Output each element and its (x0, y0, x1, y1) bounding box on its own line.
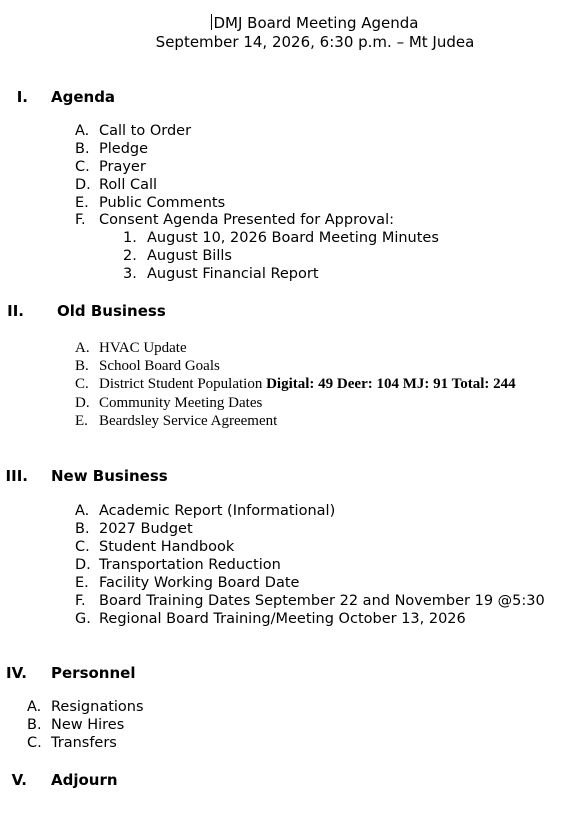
list-item: B. New Hires (27, 717, 125, 733)
section-title: Personnel (51, 664, 136, 682)
list-item: D. Transportation Reduction (75, 557, 281, 573)
agenda-title: DMJ Board Meeting Agenda (213, 14, 419, 32)
list-item: A. Resignations (27, 699, 144, 715)
list-item: B. Pledge (75, 141, 149, 157)
list-item: E. Beardsley Service Agreement (75, 413, 278, 429)
list-item: D. Roll Call (75, 177, 158, 193)
section-title: Adjourn (51, 771, 118, 789)
section-title: New Business (51, 467, 168, 485)
sub-list-item: 2. August Bills (123, 248, 232, 264)
list-item: F. Consent Agenda Presented for Approval: (75, 212, 394, 228)
sub-list-item: 1. August 10, 2026 Board Meeting Minutes (123, 230, 439, 246)
section-title: Agenda (51, 88, 116, 106)
list-item: A. HVAC Update (75, 340, 187, 356)
section-numeral: V. (11, 771, 27, 789)
list-item: G. Regional Board Training/Meeting October 13, 2026 (75, 611, 466, 627)
list-item: F. Board Training Dates September 22 and November 19 @5:30 (75, 593, 545, 609)
list-item: D. Community Meeting Dates (75, 395, 263, 411)
list-item: C. Student Handbook (75, 539, 235, 555)
list-item: E. Facility Working Board Date (75, 575, 300, 591)
list-item: C. District Student Population Digital: 49 Deer: 104 MJ: 91 Total: 244 (75, 376, 516, 392)
section-title: Old Business (57, 302, 166, 320)
section-numeral: IV. (6, 664, 27, 682)
list-item: E. Public Comments (75, 195, 226, 211)
section-numeral: III. (5, 467, 28, 485)
list-item: C. Prayer (75, 159, 146, 175)
list-item: A. Call to Order (75, 123, 192, 139)
list-item: C. Transfers (27, 735, 117, 751)
student-population-counts: Digital: 49 Deer: 104 MJ: 91 Total: 244 (266, 376, 516, 392)
list-item: A. Academic Report (Informational) (75, 503, 336, 519)
agenda-subtitle: September 14, 2026, 6:30 p.m. – Mt Judea (155, 33, 475, 51)
list-item: B. 2027 Budget (75, 521, 193, 537)
section-numeral: II. (7, 302, 24, 320)
section-numeral: I. (16, 88, 28, 106)
sub-list-item: 3. August Financial Report (123, 266, 319, 282)
list-item: B. School Board Goals (75, 358, 220, 374)
